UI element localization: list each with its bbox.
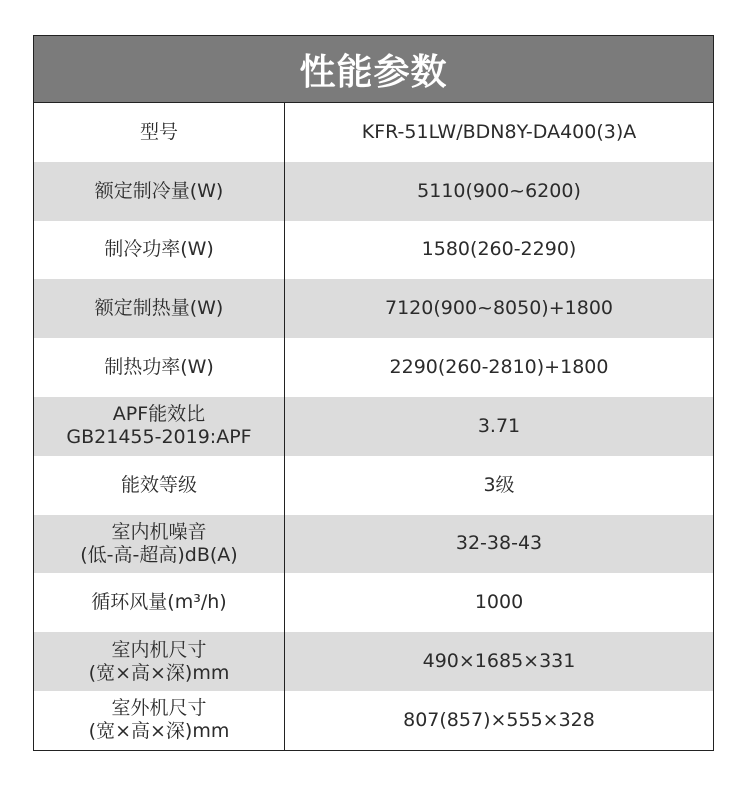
- spec-value: 1000: [474, 591, 524, 614]
- table-row: [34, 515, 713, 574]
- spec-label: APF能效比 GB21455-2019:APF: [34, 397, 285, 456]
- spec-value: 490×1685×331: [422, 650, 576, 673]
- spec-label: 室外机尺寸 (宽×高×深)mm: [34, 691, 285, 750]
- spec-label: 循环风量(m³/h): [34, 573, 285, 632]
- table-row: [34, 279, 713, 338]
- spec-label: 制冷功率(W): [34, 221, 285, 280]
- table-row: [34, 691, 713, 750]
- spec-value: 2290(260-2810)+1800: [389, 356, 609, 379]
- table-row: [34, 397, 713, 456]
- table-row: [34, 573, 713, 632]
- table-row: [34, 103, 713, 162]
- table-row: [34, 456, 713, 515]
- table-title: 性能参数: [34, 36, 713, 103]
- spec-value: 7120(900~8050)+1800: [385, 297, 613, 320]
- spec-value: 32-38-43: [455, 532, 543, 555]
- spec-label: 制热功率(W): [34, 338, 285, 397]
- spec-value: 5110(900~6200): [417, 179, 581, 202]
- table-row: [34, 221, 713, 280]
- spec-label: 型号: [34, 103, 285, 162]
- table-row: [34, 632, 713, 691]
- spec-value: 3.71: [477, 414, 521, 437]
- spec-label: 能效等级: [34, 456, 285, 515]
- spec-label: 室内机噪音 (低-高-超高)dB(A): [34, 515, 285, 574]
- spec-value: 807(857)×555×328: [403, 708, 595, 731]
- spec-value: KFR-51LW/BDN8Y-DA400(3)A: [361, 120, 637, 143]
- spec-label: 额定制冷量(W): [34, 162, 285, 221]
- table-row: [34, 162, 713, 221]
- spec-label: 室内机尺寸 (宽×高×深)mm: [34, 632, 285, 691]
- spec-table: [33, 35, 714, 751]
- spec-label: 额定制热量(W): [34, 279, 285, 338]
- spec-value: 1580(260-2290): [421, 238, 577, 261]
- spec-value: 3级: [483, 473, 515, 496]
- table-row: [34, 338, 713, 397]
